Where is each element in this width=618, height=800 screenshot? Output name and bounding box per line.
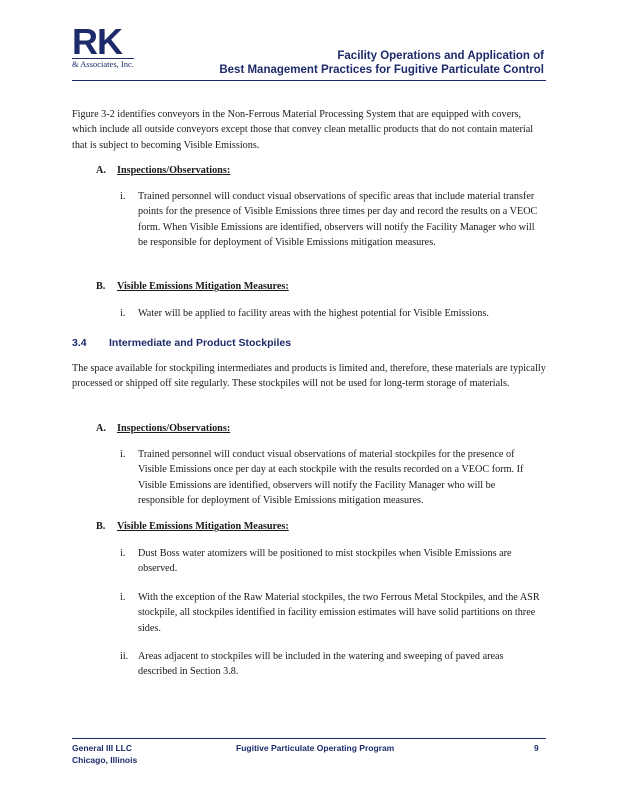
subheading-letter: B. (96, 521, 106, 532)
subheading-title: Inspections/Observations: (117, 165, 231, 176)
list-item-number: ii. (120, 651, 129, 662)
list-item (120, 306, 542, 321)
footer-program: Fugitive Particulate Operating Program (236, 743, 395, 753)
subheading-title: Inspections/Observations: (117, 423, 231, 434)
header-title-line-1: Facility Operations and Application of (337, 50, 544, 62)
header-title-line-2: Best Management Practices for Fugitive Particulate Control (219, 64, 544, 76)
section-title: Intermediate and Product Stockpiles (109, 337, 292, 349)
logo-subtitle: & Associates, Inc. (72, 59, 134, 69)
section-number: 3.4 (72, 337, 87, 349)
footer-company: General III LLC (72, 743, 132, 753)
subheading-mitigation-2 (96, 521, 289, 532)
subheading-letter: A. (96, 165, 106, 176)
list-item-text: Dust Boss water atomizers will be positioned to mist stockpiles when Visible Emissions are observed. (138, 548, 512, 575)
list-item (120, 546, 542, 577)
subheading-title: Visible Emissions Mitigation Measures: (117, 521, 289, 532)
logo-letters: RK (72, 21, 122, 62)
subheading-mitigation-1 (96, 281, 289, 292)
list-item-text: Areas adjacent to stockpiles will be included in the watering and sweeping of paved areas described in Section 3.8. (138, 651, 504, 678)
subheading-letter: B. (96, 281, 106, 292)
list-item-text: Trained personnel will conduct visual observations of material stockpiles for the presence of Visible Emissions once per day at each stockpile with the results recorded on a VEOC form. If Visible Emissions are identified, observers will notify the Facility Manager who will be responsible for deployment of Visible Emissions mitigation measures. (138, 449, 524, 506)
list-item (120, 649, 542, 680)
subheading-inspections-2 (96, 423, 230, 434)
intro-paragraph: Figure 3-2 identifies conveyors in the Non-Ferrous Material Processing System that are equipped with covers, which include all outside conveyors except those that convey clean metallic products that do not contain material that is subject to becoming Visible Emissions. (72, 109, 534, 151)
footer-location: Chicago, Illinois (72, 755, 138, 765)
section-heading (72, 337, 291, 349)
company-logo (72, 21, 142, 70)
list-item-text: Trained personnel will conduct visual observations of specific areas that include material transfer points for the presence of Visible Emissions three times per day and record the results on a VEOC form. When Visible Emissions are identified, observers will notify the Facility Manager who will be responsible for deployment of Visible Emissions mitigation measures. (138, 191, 538, 248)
list-item (120, 189, 542, 250)
list-item-number: i. (120, 592, 126, 603)
list-item-number: i. (120, 548, 126, 559)
list-item (120, 590, 542, 636)
list-item-number: i. (120, 191, 126, 202)
list-item (120, 447, 542, 508)
subheading-title: Visible Emissions Mitigation Measures: (117, 281, 289, 292)
subheading-letter: A. (96, 423, 106, 434)
page-number: 9 (534, 743, 539, 753)
list-item-number: i. (120, 449, 126, 460)
list-item-text: With the exception of the Raw Material stockpiles, the two Ferrous Metal Stockpiles, and the ASR stockpile, all stockpiles identified in facility emission estimates will have solid partitions on three sides. (138, 592, 540, 634)
list-item-text: Water will be applied to facility areas with the highest potential for Visible Emissions. (138, 308, 489, 319)
subheading-inspections-1 (96, 165, 230, 176)
header-rule (72, 80, 546, 81)
list-item-number: i. (120, 308, 126, 319)
section-intro-paragraph: The space available for stockpiling intermediates and products is limited and, therefore, these materials are typically processed or shipped off site regularly. These stockpiles will not be used for long-term storage of materials. (72, 363, 546, 390)
footer-rule (72, 738, 546, 739)
